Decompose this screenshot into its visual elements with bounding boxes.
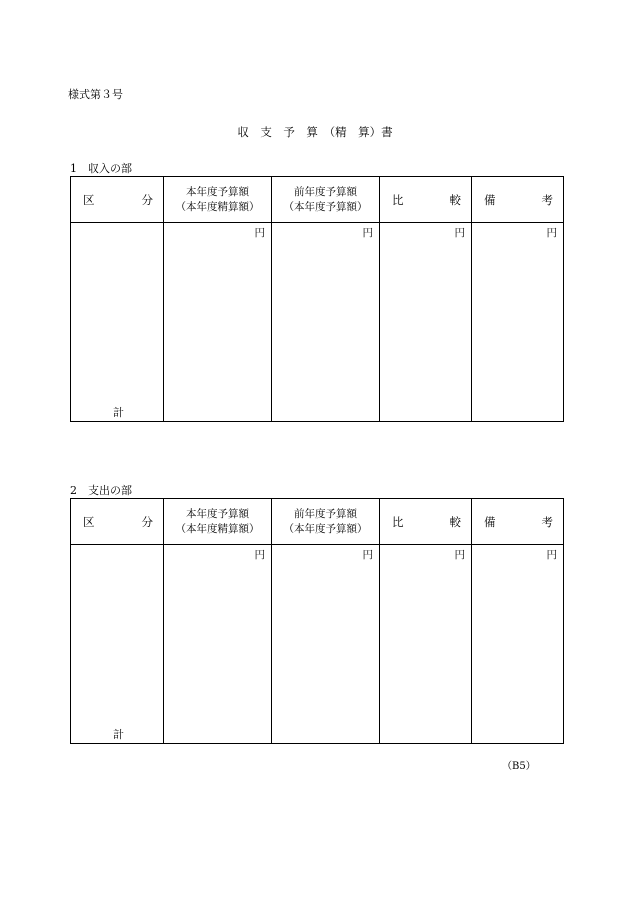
unit-label: 円 — [362, 549, 373, 561]
total-label: 計 — [113, 406, 124, 419]
unit-label: 円 — [546, 549, 557, 561]
expenditure-table — [70, 498, 564, 744]
expenditure-category-cell — [71, 545, 164, 744]
unit-label: 円 — [254, 549, 265, 561]
expenditure-body-row — [71, 545, 564, 744]
document-title: 収 支 予 算 （精 算）書 — [237, 125, 393, 139]
header-comparison: 比 較 — [380, 499, 472, 545]
income-current-cell — [164, 223, 272, 422]
unit-label: 円 — [254, 227, 265, 239]
income-comparison-cell — [380, 223, 472, 422]
total-label: 計 — [113, 728, 124, 741]
income-table — [70, 176, 564, 422]
paper-size-note: （B5） — [502, 761, 536, 772]
header-current-budget: 本年度予算額 （本年度精算額） — [164, 499, 272, 545]
expenditure-current-cell — [164, 545, 272, 744]
form-number: 様式第３号 — [68, 88, 123, 101]
expenditure-section-title: 2 支出の部 — [70, 484, 132, 497]
expenditure-comparison-cell — [380, 545, 472, 744]
income-header-row — [71, 177, 564, 223]
header-category: 区 分 — [71, 499, 164, 545]
header-comparison: 比 較 — [380, 177, 472, 223]
income-body-row — [71, 223, 564, 422]
unit-label: 円 — [362, 227, 373, 239]
header-previous-budget: 前年度予算額 （本年度予算額） — [272, 177, 380, 223]
header-remarks: 備 考 — [472, 177, 564, 223]
header-remarks: 備 考 — [472, 499, 564, 545]
expenditure-header-row — [71, 499, 564, 545]
income-category-cell — [71, 223, 164, 422]
unit-label: 円 — [546, 227, 557, 239]
income-remarks-cell — [472, 223, 564, 422]
unit-label: 円 — [454, 549, 465, 561]
income-section-title: 1 収入の部 — [70, 162, 132, 175]
header-category: 区 分 — [71, 177, 164, 223]
expenditure-remarks-cell — [472, 545, 564, 744]
expenditure-previous-cell — [272, 545, 380, 744]
income-previous-cell — [272, 223, 380, 422]
header-previous-budget: 前年度予算額 （本年度予算額） — [272, 499, 380, 545]
header-current-budget: 本年度予算額 （本年度精算額） — [164, 177, 272, 223]
unit-label: 円 — [454, 227, 465, 239]
